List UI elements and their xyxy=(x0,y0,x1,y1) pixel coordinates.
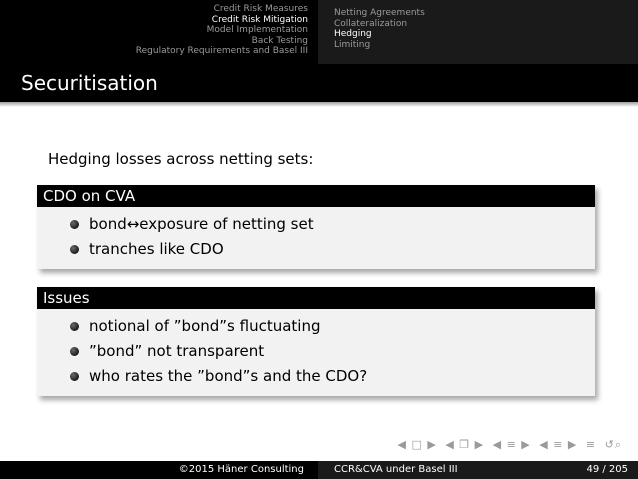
list-item xyxy=(70,238,595,261)
nav-section-back-testing[interactable]: Back Testing xyxy=(251,35,308,46)
list-item-text: who rates the ”bond”s and the CDO? xyxy=(89,367,368,385)
beamer-navigation-symbols xyxy=(396,438,624,452)
list-item xyxy=(70,315,595,338)
footer-right xyxy=(318,461,638,479)
block-body xyxy=(37,309,595,396)
list-item xyxy=(70,365,595,388)
intro-text: Hedging losses across netting sets: xyxy=(48,150,314,168)
nav-subsection-hedging[interactable]: Hedging xyxy=(334,29,372,40)
nav-section-credit-risk-measures[interactable]: Credit Risk Measures xyxy=(213,4,308,14)
block-cdo-on-cva xyxy=(37,185,595,269)
list-item xyxy=(70,213,595,236)
bullet-icon xyxy=(70,322,79,331)
block-title: CDO on CVA xyxy=(37,185,595,207)
frame-title-shadow xyxy=(0,102,638,107)
footer-author: ©2015 Häner Consulting xyxy=(0,461,318,479)
block-issues xyxy=(37,287,595,396)
list-item xyxy=(70,340,595,363)
section-next-nav-icon[interactable]: ◀ ≡ ▶ xyxy=(539,438,578,451)
list-item-text: tranches like CDO xyxy=(89,240,224,258)
bullet-icon xyxy=(70,245,79,254)
nav-subsection-netting-agreements[interactable]: Netting Agreements xyxy=(334,8,425,18)
subsection-navigation xyxy=(318,0,638,64)
frame-title-bar xyxy=(0,64,638,102)
nav-section-regulatory-requirements[interactable]: Regulatory Requirements and Basel III xyxy=(135,46,308,57)
list-item-text: notional of ”bond”s fluctuating xyxy=(89,317,321,335)
bullet-icon xyxy=(70,347,79,356)
block-title: Issues xyxy=(37,287,595,309)
section-prev-nav-icon[interactable]: ◀ ≡ ▶ xyxy=(492,438,531,451)
list-item-text: ”bond” not transparent xyxy=(89,342,265,360)
frame-nav-icon[interactable]: ◀ □ ▶ xyxy=(397,438,437,451)
nav-subsection-collateralization[interactable]: Collateralization xyxy=(334,18,408,29)
page-number: 49 / 205 xyxy=(586,464,628,475)
search-icon[interactable]: ↺⌕ xyxy=(604,438,622,451)
footer xyxy=(0,461,638,479)
top-navigation-bar xyxy=(0,0,638,64)
frame-title: Securitisation xyxy=(21,71,158,95)
block-body xyxy=(37,207,595,269)
bullet-icon xyxy=(70,372,79,381)
section-navigation xyxy=(0,0,318,64)
nav-subsection-limiting[interactable]: Limiting xyxy=(334,39,371,50)
nav-section-model-implementation[interactable]: Model Implementation xyxy=(206,25,308,36)
list-item-text: bond↔exposure of netting set xyxy=(89,215,314,233)
align-icon[interactable]: ≡ xyxy=(585,438,597,451)
bullet-icon xyxy=(70,220,79,229)
nav-section-credit-risk-mitigation[interactable]: Credit Risk Mitigation xyxy=(211,14,308,25)
footer-title: CCR&CVA under Basel III xyxy=(334,464,458,475)
subsection-nav-icon[interactable]: ◀ ❐ ▶ xyxy=(445,438,485,451)
